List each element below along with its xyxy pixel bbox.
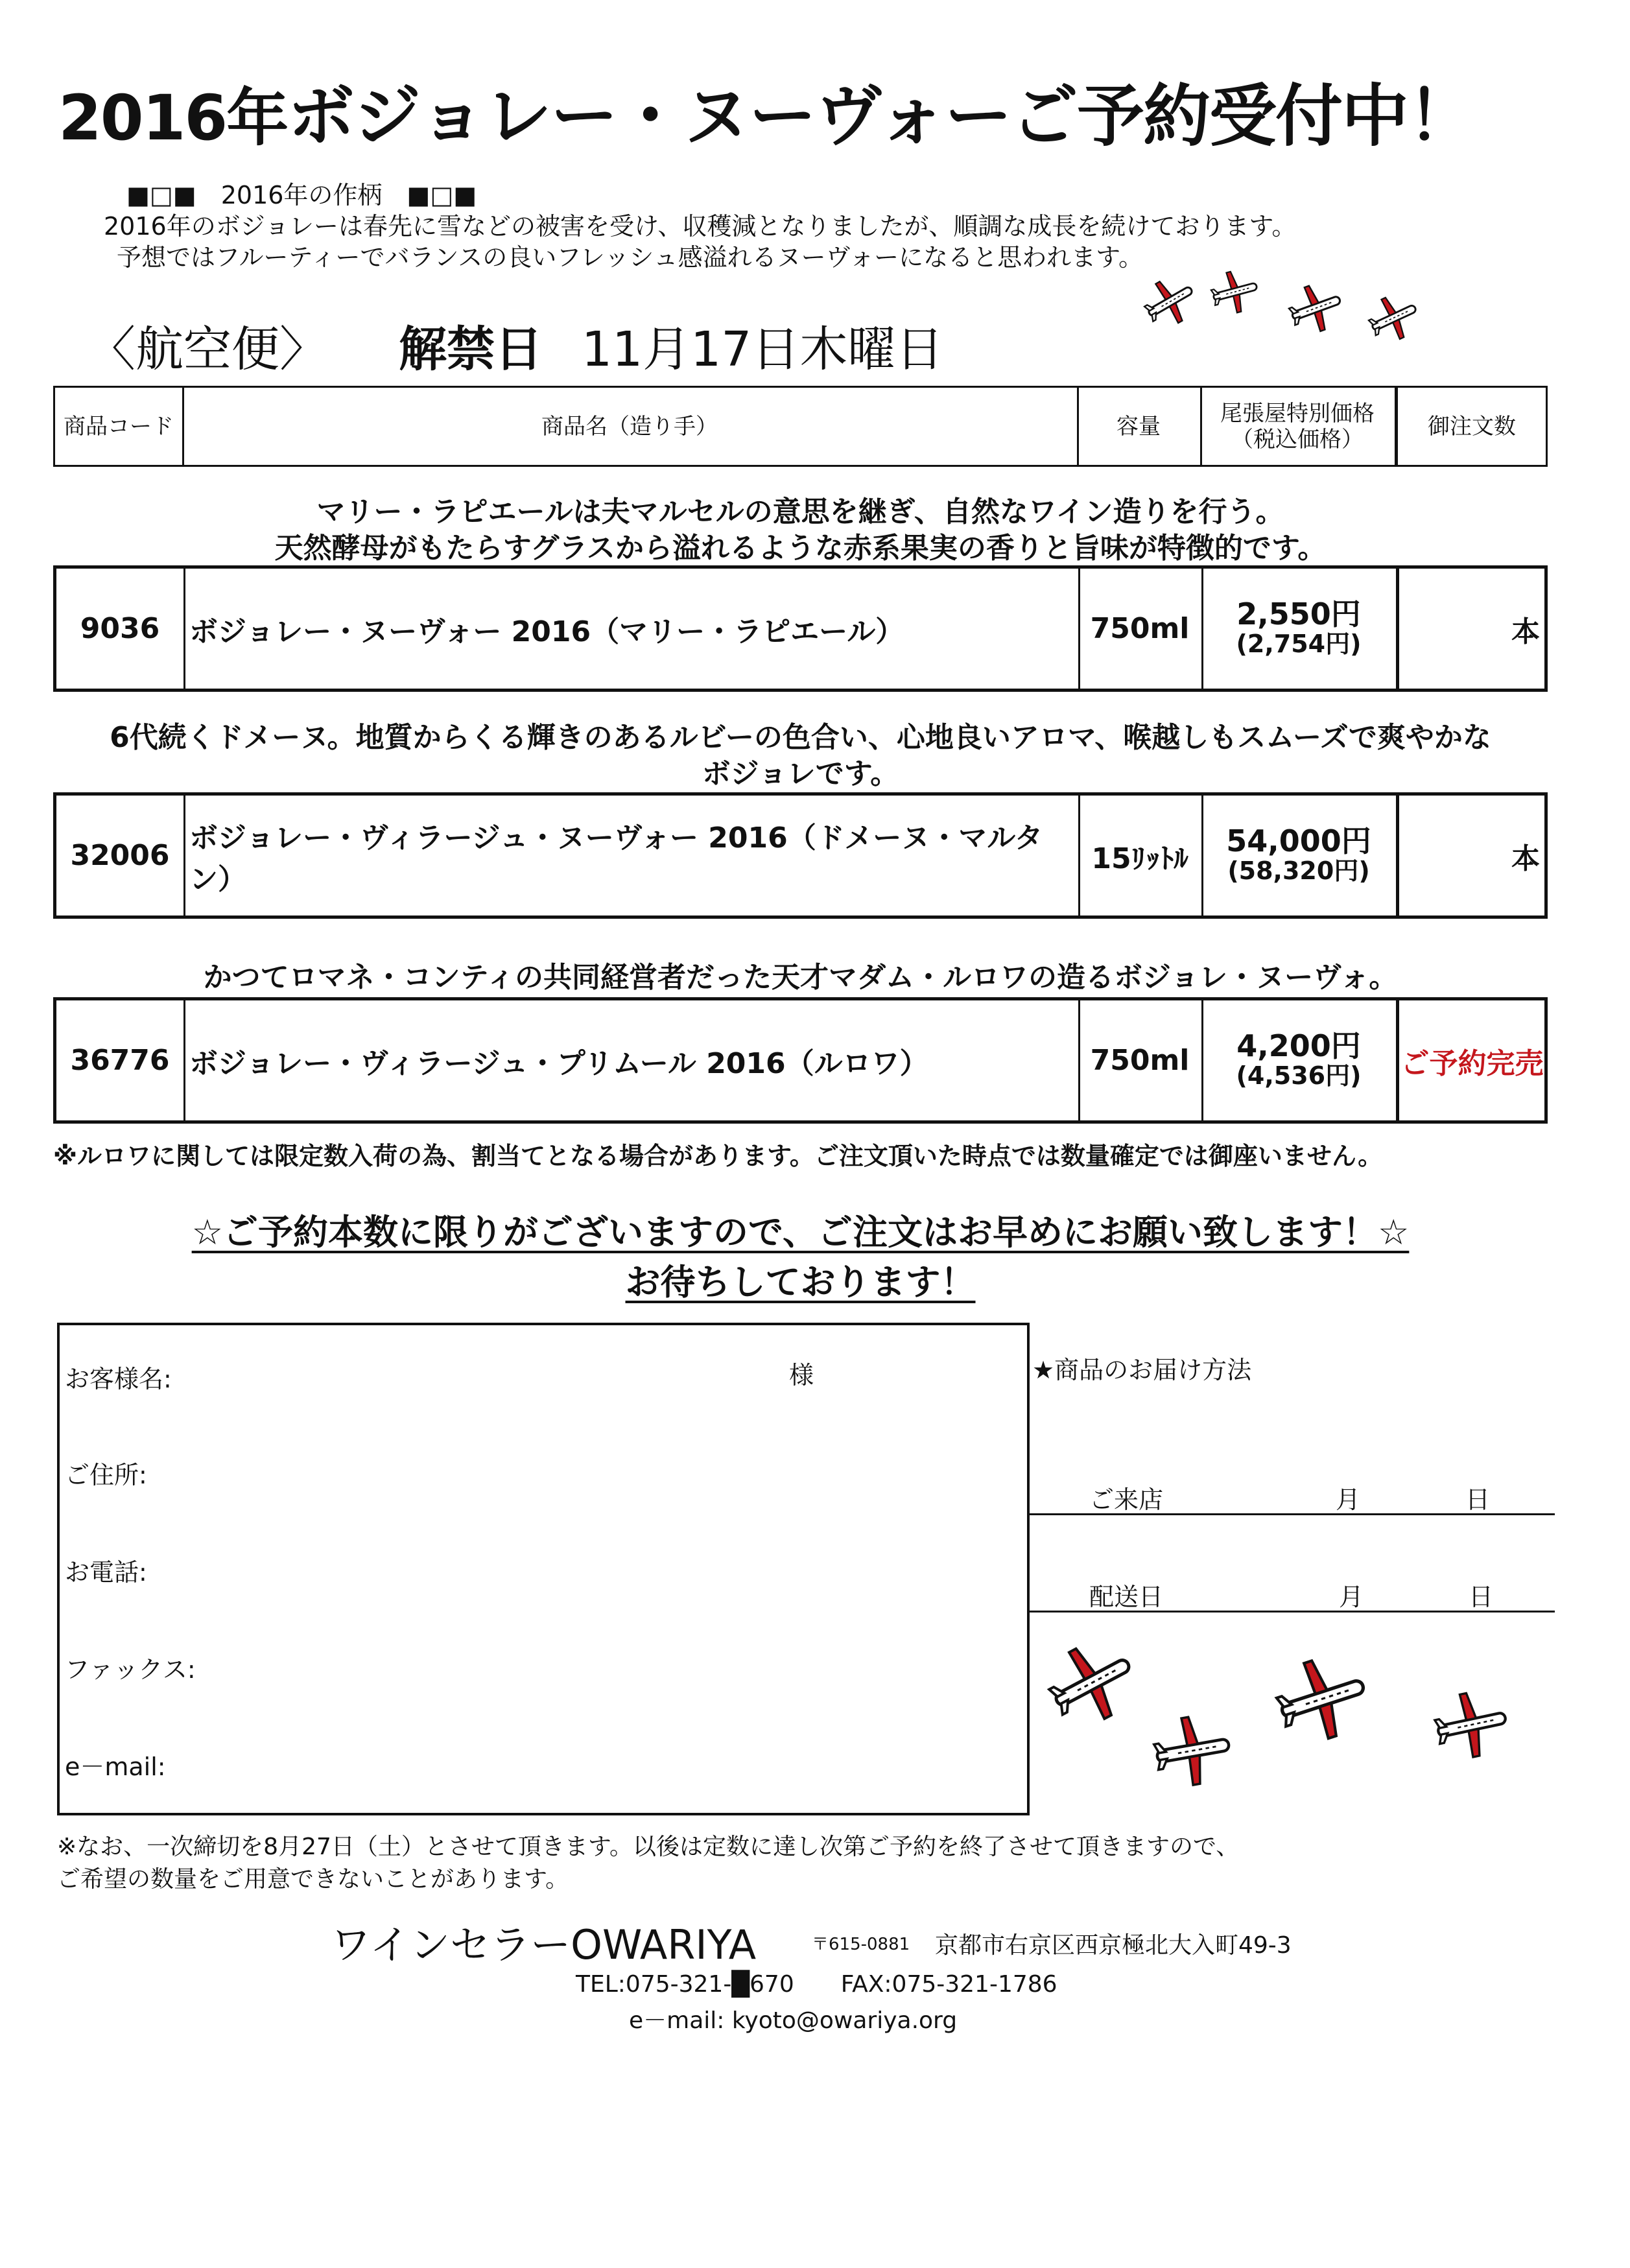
intro-line-2: 予想ではフルーティーでバランスの良いフレッシュ感溢れるヌーヴォーになると思われます。 (117, 243, 1144, 272)
airplane-group-bottom (1037, 1627, 1550, 1815)
release-date: 11月17日木曜日 (582, 322, 944, 377)
airplane-icon (1137, 270, 1202, 333)
name-field[interactable] (189, 1351, 838, 1390)
banner-line-1: ☆ご予約本数に限りがございますので、ご注文はお早めにお願い致します！☆ (191, 1212, 1410, 1253)
leroy-note: ※ルロワに関しては限定数入荷の為、割当てとなる場合があります。ご注文頂いた時点では数量確定では御座いません。 (53, 1142, 1383, 1170)
product-3-price: 4,200円 (4,536円) (1236, 1028, 1362, 1090)
airplane-group-top (1128, 259, 1452, 363)
phone-field[interactable] (189, 1544, 1000, 1583)
product-1-order-unit: 本 (1511, 615, 1540, 648)
visit-day-label: 日 (1465, 1485, 1491, 1514)
deadline-note-2: ご希望の数量をご用意できないことがあります。 (57, 1866, 569, 1893)
header-volume: 容量 (1116, 413, 1161, 440)
fax-field[interactable] (209, 1642, 1000, 1681)
header-order: 御注文数 (1428, 413, 1516, 440)
shop-name: ワインセラーOWARIYA (331, 1921, 757, 1968)
airplane-icon (1208, 266, 1262, 318)
customer-form (57, 1323, 1030, 1815)
product-3-volume: 750ml (1090, 1044, 1190, 1077)
release-label: 解禁日 (399, 322, 543, 377)
visit-month-field[interactable] (1212, 1472, 1323, 1511)
product-1-volume: 750ml (1090, 612, 1190, 645)
ship-month-field[interactable] (1212, 1569, 1323, 1608)
airplane-icon (1363, 288, 1424, 348)
product-2-order-field[interactable] (1399, 796, 1545, 915)
ship-day-label: 日 (1469, 1583, 1494, 1611)
airplane-icon (1038, 1631, 1146, 1736)
shop-address: 京都市右京区西京極北大入町49-3 (935, 1932, 1292, 1959)
visit-month-label: 月 (1336, 1485, 1361, 1514)
product-2-order-unit: 本 (1511, 842, 1540, 875)
shop-postal: 〒615-0881 (812, 1935, 910, 1954)
product-3-name: ボジョレー・ヴィラージュ・プリムール 2016（ルロワ） (189, 1046, 928, 1080)
product-1-desc-2: 天然酵母がもたらすグラスから溢れるような赤系果実の香りと旨味が特徴的です。 (274, 532, 1327, 565)
product-row-1 (53, 565, 1548, 692)
airplane-icon (1150, 1711, 1234, 1791)
visit-underline (1030, 1513, 1555, 1515)
product-1-price: 2,550円 (2,754円) (1236, 596, 1362, 658)
delivery-heading: ★商品のお届け方法 (1032, 1356, 1252, 1384)
address-field[interactable] (189, 1447, 1000, 1486)
product-2-code: 32006 (70, 839, 170, 872)
intro-line-1: 2016年のボジョレーは春先に雪などの被害を受け、収穫減となりましたが、順調な成長を続けております。 (104, 212, 1297, 241)
product-1-name: ボジョレー・ヌーヴォー 2016（マリー・ラピエール） (189, 615, 904, 648)
airplane-icon (1431, 1686, 1512, 1764)
visit-day-field[interactable] (1368, 1472, 1459, 1511)
product-2-volume: 15ﾘｯﾄﾙ (1091, 842, 1188, 875)
deadline-note-1: ※なお、一次締切を8月27日（土）とさせて頂きます。以後は定数に達し次第ご予約を終了させて頂きますので、 (57, 1834, 1240, 1860)
product-1-desc-1: マリー・ラピエールは夫マルセルの意思を継ぎ、自然なワイン造りを行う。 (316, 495, 1284, 528)
airmail-label: 〈航空便〉 (88, 322, 327, 377)
ship-label: 配送日 (1089, 1583, 1164, 1611)
product-2-name: ボジョレー・ヴィラージュ・ヌーヴォー 2016（ドメーヌ・マルタン） (189, 821, 1043, 896)
page-title: 2016年ボジョレー・ヌーヴォーご予約受付中！ (58, 77, 1474, 156)
shop-email: e－mail: kyoto@owariya.org (629, 2007, 958, 2034)
product-1-code: 9036 (80, 612, 160, 645)
header-name: 商品名（造り手） (541, 413, 718, 440)
intro-heading: ■□■ 2016年の作柄 ■□■ (126, 181, 477, 209)
banner-line-2: お待ちしております！ (625, 1262, 976, 1303)
product-2-price: 54,000円 (58,320円) (1226, 823, 1371, 885)
table-header (53, 386, 1548, 467)
product-row-2 (53, 792, 1548, 919)
fax-label: ファックス: (65, 1655, 196, 1684)
product-row-3 (53, 997, 1548, 1124)
product-1-order-field[interactable] (1399, 569, 1545, 689)
product-2-desc-1: 6代続くドメーヌ。地質からくる輝きのあるルビーの色合い、心地良いアロマ、喉越しもスムーズで爽やかな (110, 721, 1491, 754)
product-3-desc-1: かつてロマネ・コンティの共同経営者だった天才マダム・ルロワの造るボジョレ・ヌーヴォ。 (203, 961, 1398, 994)
header-code: 商品コード (64, 413, 174, 440)
ship-month-label: 月 (1339, 1583, 1364, 1611)
ship-day-field[interactable] (1368, 1569, 1459, 1608)
honorific-label: 様 (789, 1361, 814, 1389)
product-3-code: 36776 (70, 1044, 170, 1077)
shop-contact: TEL:075-321-█670 FAX:075-321-1786 (576, 1971, 1057, 1998)
email-label: e－mail: (65, 1753, 166, 1781)
email-field[interactable] (209, 1739, 1000, 1778)
release-line (88, 311, 943, 380)
visit-label: ご来店 (1089, 1485, 1164, 1514)
product-3-sold-out-badge: ご予約完売 (1400, 1046, 1544, 1080)
address-label: ご住所: (65, 1461, 147, 1489)
ship-underline (1030, 1611, 1555, 1612)
airplane-icon (1284, 278, 1347, 338)
phone-label: お電話: (65, 1558, 147, 1587)
header-price: 尾張屋特別価格 （税込価格） (1220, 400, 1375, 453)
airplane-icon (1269, 1648, 1375, 1750)
name-label: お客様名: (65, 1365, 172, 1393)
product-2-desc-2: ボジョレです。 (702, 757, 899, 790)
